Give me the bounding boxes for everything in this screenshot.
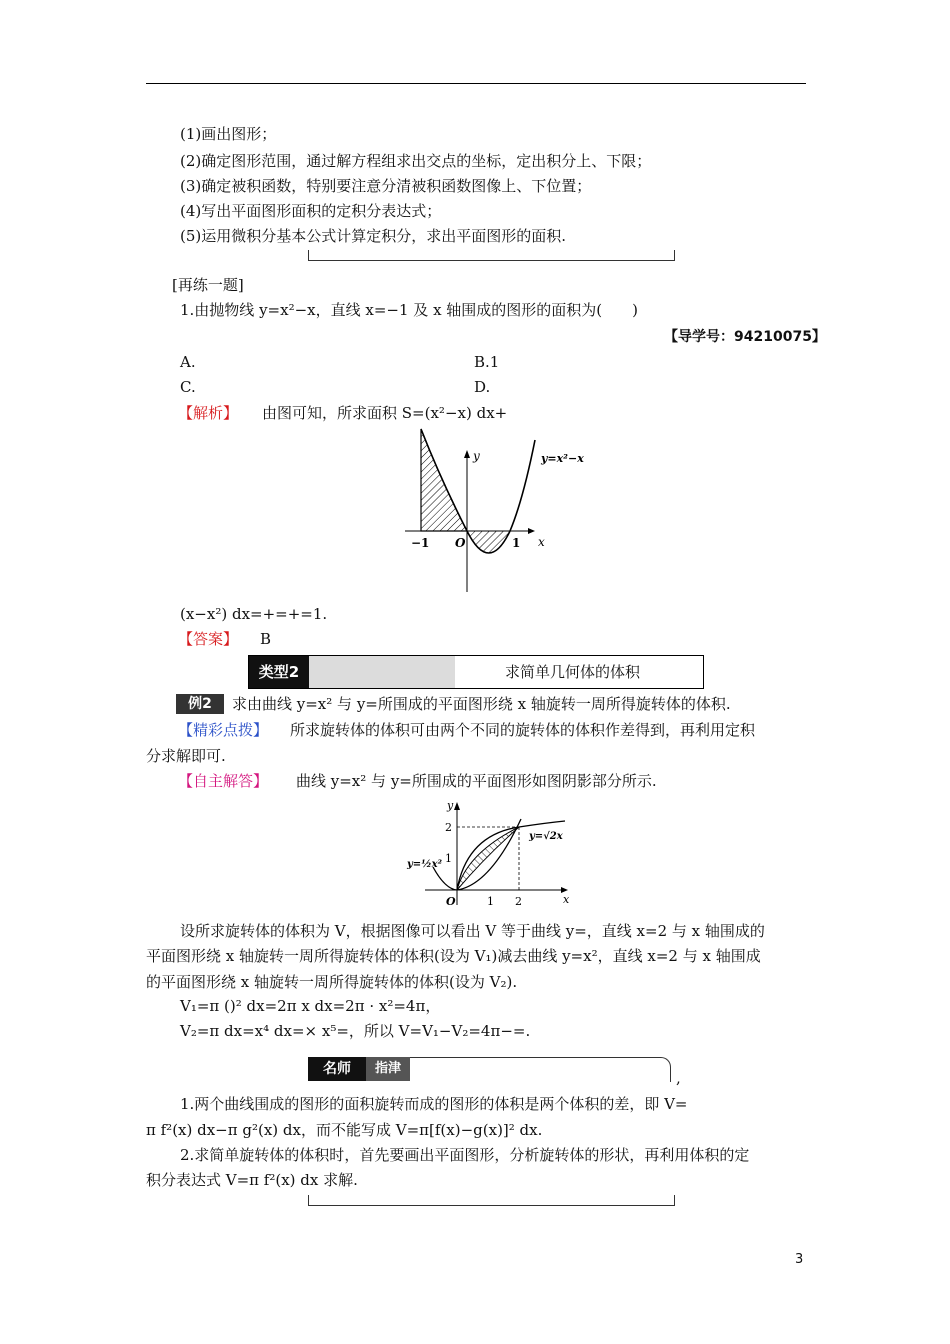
parabola-graph: [395, 420, 595, 600]
rotation-graph: [405, 797, 580, 912]
tick-neg1: −1: [411, 536, 430, 550]
tick-x2: 2: [515, 895, 522, 908]
practice-heading: [再练一题]: [172, 276, 244, 294]
step-5: (5)运用微积分基本公式计算定积分，求出平面图形的面积.: [180, 227, 567, 245]
solution-text: 曲线 y=x² 与 y=所围成的平面图形如图阴影部分所示.: [296, 772, 657, 790]
y-label: y: [473, 449, 480, 463]
analysis-continued: (x−x²) dx=+=+=1.: [180, 605, 328, 623]
tick-y1: 1: [445, 852, 452, 865]
example-text: 求由曲线 y=x² 与 y=所围成的平面图形绕 x 轴旋转一周所得旋转体的体积.: [232, 695, 731, 713]
step-1: (1)画出图形；: [180, 125, 277, 143]
x-label: x: [538, 535, 545, 549]
teacher-tips-label: 名师: [308, 1057, 366, 1081]
solution-p3: 的平面图形绕 x 轴旋转一周所得旋转体的体积(设为 V₂).: [146, 973, 518, 991]
shaded-region: [457, 827, 519, 890]
hint-tag: 【精彩点拨】: [178, 721, 269, 739]
tick-1: 1: [512, 536, 521, 550]
type2-label: 类型2: [249, 656, 309, 688]
solution-p1: 设所求旋转体的体积为 V，根据图像可以看出 V 等于曲线 y=，直线 x=2 与 x 轴围成的: [180, 922, 765, 940]
curve-label-parabola: y=½x²: [407, 859, 442, 870]
type2-title: 求简单几何体的体积: [505, 663, 641, 681]
section-type2-banner: [248, 655, 704, 689]
teacher-tips-label-2: 指津: [366, 1057, 410, 1081]
header-rule: [146, 83, 806, 84]
solution-p2: 平面图形绕 x 轴旋转一周所得旋转体的体积(设为 V₁)减去曲线 y=x²，直线 x=2 与 x 轴围成: [146, 947, 761, 965]
tick-y2: 2: [445, 821, 452, 834]
teacher-tips-header: [308, 1057, 671, 1082]
practice-question: 1.由抛物线 y=x²−x，直线 x=−1 及 x 轴围成的图形的面积为( ): [180, 301, 639, 319]
origin: O: [455, 536, 466, 550]
origin-2: O: [446, 895, 456, 908]
step-3: (3)确定被积函数，特别要注意分清被积函数图像上、下位置；: [180, 177, 592, 195]
formula-v2: V₂=π dx=x⁴ dx=× x⁵=，所以 V=V₁−V₂=4π−=.: [180, 1022, 531, 1040]
tip-1-line-1: 1.两个曲线围成的图形的面积旋转而成的图形的体积是两个体积的差，即 V=: [180, 1095, 688, 1113]
analysis-text: 由图可知，所求面积 S=(x²−x) dx+: [262, 404, 508, 422]
tip-1-line-2: π f²(x) dx−π g²(x) dx，而不能写成 V=π[f(x)−g(x)]² dx.: [146, 1121, 543, 1139]
answer-value: B: [260, 630, 272, 648]
box-bottom-bracket: [308, 250, 675, 261]
option-b: B.1: [474, 353, 500, 371]
step-2: (2)确定图形范围，通过解方程组求出交点的坐标，定出积分上、下限；: [180, 152, 652, 170]
type2-gray-bar: [309, 656, 455, 688]
hint-line-1: 所求旋转体的体积可由两个不同的旋转体的体积作差得到，再利用定积: [290, 721, 756, 739]
tip-2-line-1: 2.求简单旋转体的体积时，首先要画出平面图形，分析旋转体的形状，再利用体积的定: [180, 1146, 750, 1164]
curve-label: y=x²−x: [541, 452, 584, 465]
analysis-tag: 【解析】: [178, 404, 239, 422]
reference-number: 【导学号：94210075】: [664, 329, 826, 345]
header-comma: ,: [676, 1069, 681, 1087]
option-d: D.: [474, 378, 491, 396]
option-a: A.: [180, 353, 196, 371]
example-tag: 例2: [176, 694, 224, 714]
tips-bottom-bracket: [308, 1195, 675, 1206]
y-label-2: y: [447, 799, 454, 812]
formula-v1: V₁=π ()² dx=2π x dx=2π · x²=4π，: [180, 997, 441, 1015]
step-4: (4)写出平面图形面积的定积分表达式；: [180, 202, 442, 220]
solution-tag: 【自主解答】: [178, 772, 269, 790]
hint-line-2: 分求解即可.: [146, 747, 226, 765]
option-c: C.: [180, 378, 196, 396]
page-number: 3: [795, 1252, 804, 1267]
x-label-2: x: [563, 893, 570, 906]
answer-tag: 【答案】: [178, 630, 239, 648]
curve-label-sqrt: y=√2x: [529, 831, 563, 842]
tip-2-line-2: 积分表达式 V=π f²(x) dx 求解.: [146, 1171, 358, 1189]
tick-x1: 1: [487, 895, 494, 908]
